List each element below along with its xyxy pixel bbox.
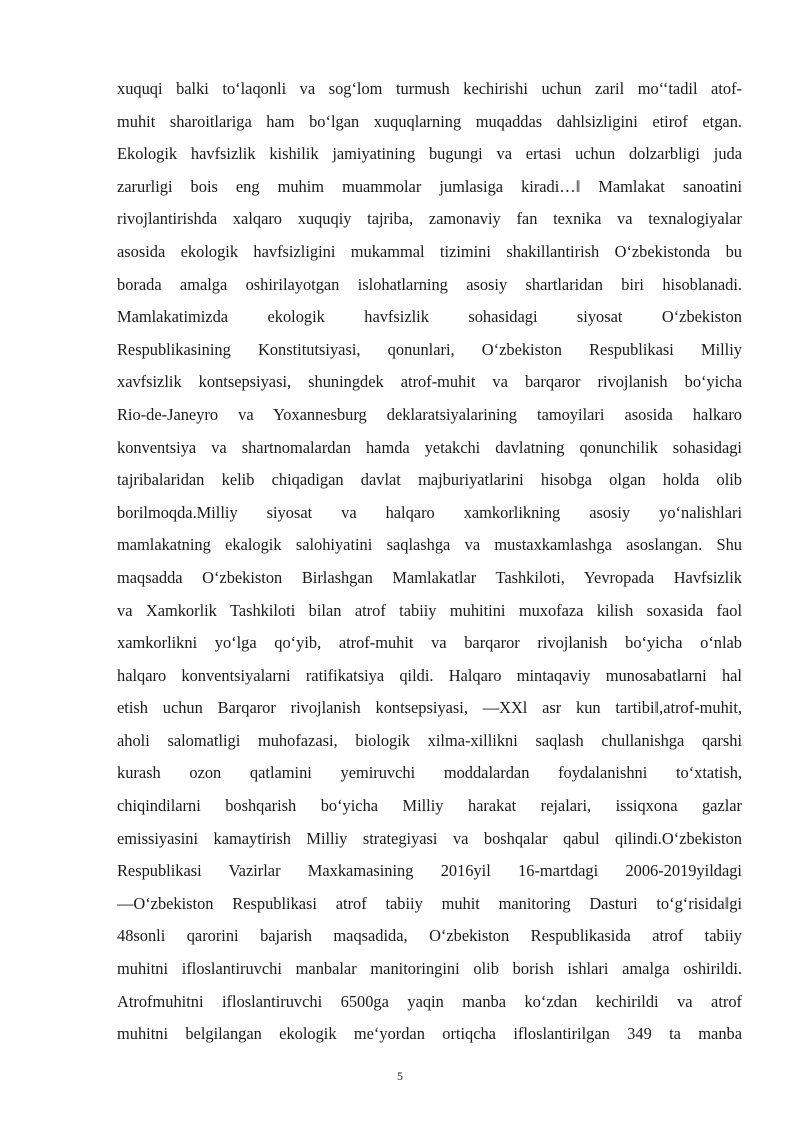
- text-line: Mamlakatimizda ekologik havfsizlik sohasidagi siyosat O‘zbekiston: [117, 307, 742, 327]
- text-line: zarurligi bois eng muhim muammolar jumlasiga kiradi…‖ Mamlakat sanoatini: [117, 176, 742, 196]
- text-line: emissiyasini kamaytirish Milliy strategiyasi va boshqalar qabul qilindi.O‘zbekiston: [117, 828, 742, 848]
- text-line: Ekologik havfsizlik kishilik jamiyatining bugungi va ertasi uchun dolzarbligi juda: [117, 144, 742, 164]
- text-line: mamlakatning ekalogik salohiyatini saqlashga va mustaxkamlashga asoslangan. Shu: [117, 535, 742, 555]
- text-line: halqaro konventsiyalarni ratifikatsiya qildi. Halqaro mintaqaviy munosabatlarni hal: [117, 665, 742, 685]
- text-line: Atrofmuhitni ifloslantiruvchi 6500ga yaqin manba ko‘zdan kechirildi va atrof: [117, 991, 742, 1011]
- text-line: asosida ekologik havfsizligini mukammal tizimini shakillantirish O‘zbekistonda bu: [117, 241, 742, 261]
- text-line: 48sonli qarorini bajarish maqsadida, O‘zbekiston Respublikasida atrof tabiiy: [117, 926, 742, 946]
- text-line: rivojlantirishda xalqaro xuquqiy tajriba, zamonaviy fan texnika va texnalogiyalar: [117, 209, 742, 229]
- text-line: ―O‘zbekiston Respublikasi atrof tabiiy muhit manitoring Dasturi to‘g‘risida‖gi: [117, 893, 742, 913]
- text-line: va Xamkorlik Tashkiloti bilan atrof tabiiy muhitini muxofaza kilish soxasida faol: [117, 600, 742, 620]
- text-line: konventsiya va shartnomalardan hamda yetakchi davlatning qonunchilik sohasidagi: [117, 437, 742, 457]
- text-line: xuquqi balki to‘laqonli va sog‘lom turmush kechirishi uchun zaril mo‘‘tadil atof-: [117, 79, 742, 98]
- text-line: maqsadda O‘zbekiston Birlashgan Mamlakatlar Tashkiloti, Yevropada Havfsizlik: [117, 567, 742, 587]
- text-line: aholi salomatligi muhofazasi, biologik xilma-xillikni saqlash chullanishga qarshi: [117, 730, 742, 750]
- text-line: muhit sharoitlariga ham bo‘lgan xuquqlarning muqaddas dahlsizligini etirof etgan.: [117, 111, 742, 131]
- text-line: Respublikasi Vazirlar Maxkamasining 2016yil 16-martdagi 2006-2019yildagi: [117, 861, 742, 881]
- text-line: muhitni ifloslantiruvchi manbalar manitoringini olib borish ishlari amalga oshirildi.: [117, 959, 742, 979]
- text-line: tajribalaridan kelib chiqadigan davlat majburiyatlarini hisobga olgan holda olib: [117, 470, 742, 490]
- text-line: Respublikasining Konstitutsiyasi, qonunlari, O‘zbekiston Respublikasi Milliy: [117, 339, 742, 359]
- text-line: kurash ozon qatlamini yemiruvchi moddalardan foydalanishni to‘xtatish,: [117, 763, 742, 783]
- text-line: Rio-de-Janeyro va Yoxannesburg deklaratsiyalarining tamoyilari asosida halkaro: [117, 404, 742, 424]
- text-line: borada amalga oshirilayotgan islohatlarning asosiy shartlaridan biri hisoblanadi.: [117, 274, 742, 294]
- body-text: [117, 73, 742, 1051]
- page-number: 5: [397, 1069, 403, 1083]
- text-line: muhitni belgilangan ekologik me‘yordan ortiqcha ifloslantirilgan 349 ta manba: [117, 1024, 742, 1044]
- text-line: xamkorlikni yo‘lga qo‘yib, atrof-muhit va barqaror rivojlanish bo‘yicha o‘nlab: [117, 633, 742, 653]
- text-line: chiqindilarni boshqarish bo‘yicha Milliy harakat rejalari, issiqxona gazlar: [117, 796, 742, 816]
- text-line: etish uchun Barqaror rivojlanish kontsepsiyasi, ―XXl asr kun tartibi‖,atrof-muhit,: [117, 698, 742, 718]
- text-line: borilmoqda.Milliy siyosat va halqaro xamkorlikning asosiy yo‘nalishlari: [117, 502, 742, 522]
- text-line: xavfsizlik kontsepsiyasi, shuningdek atrof-muhit va barqaror rivojlanish bo‘yicha: [117, 372, 742, 392]
